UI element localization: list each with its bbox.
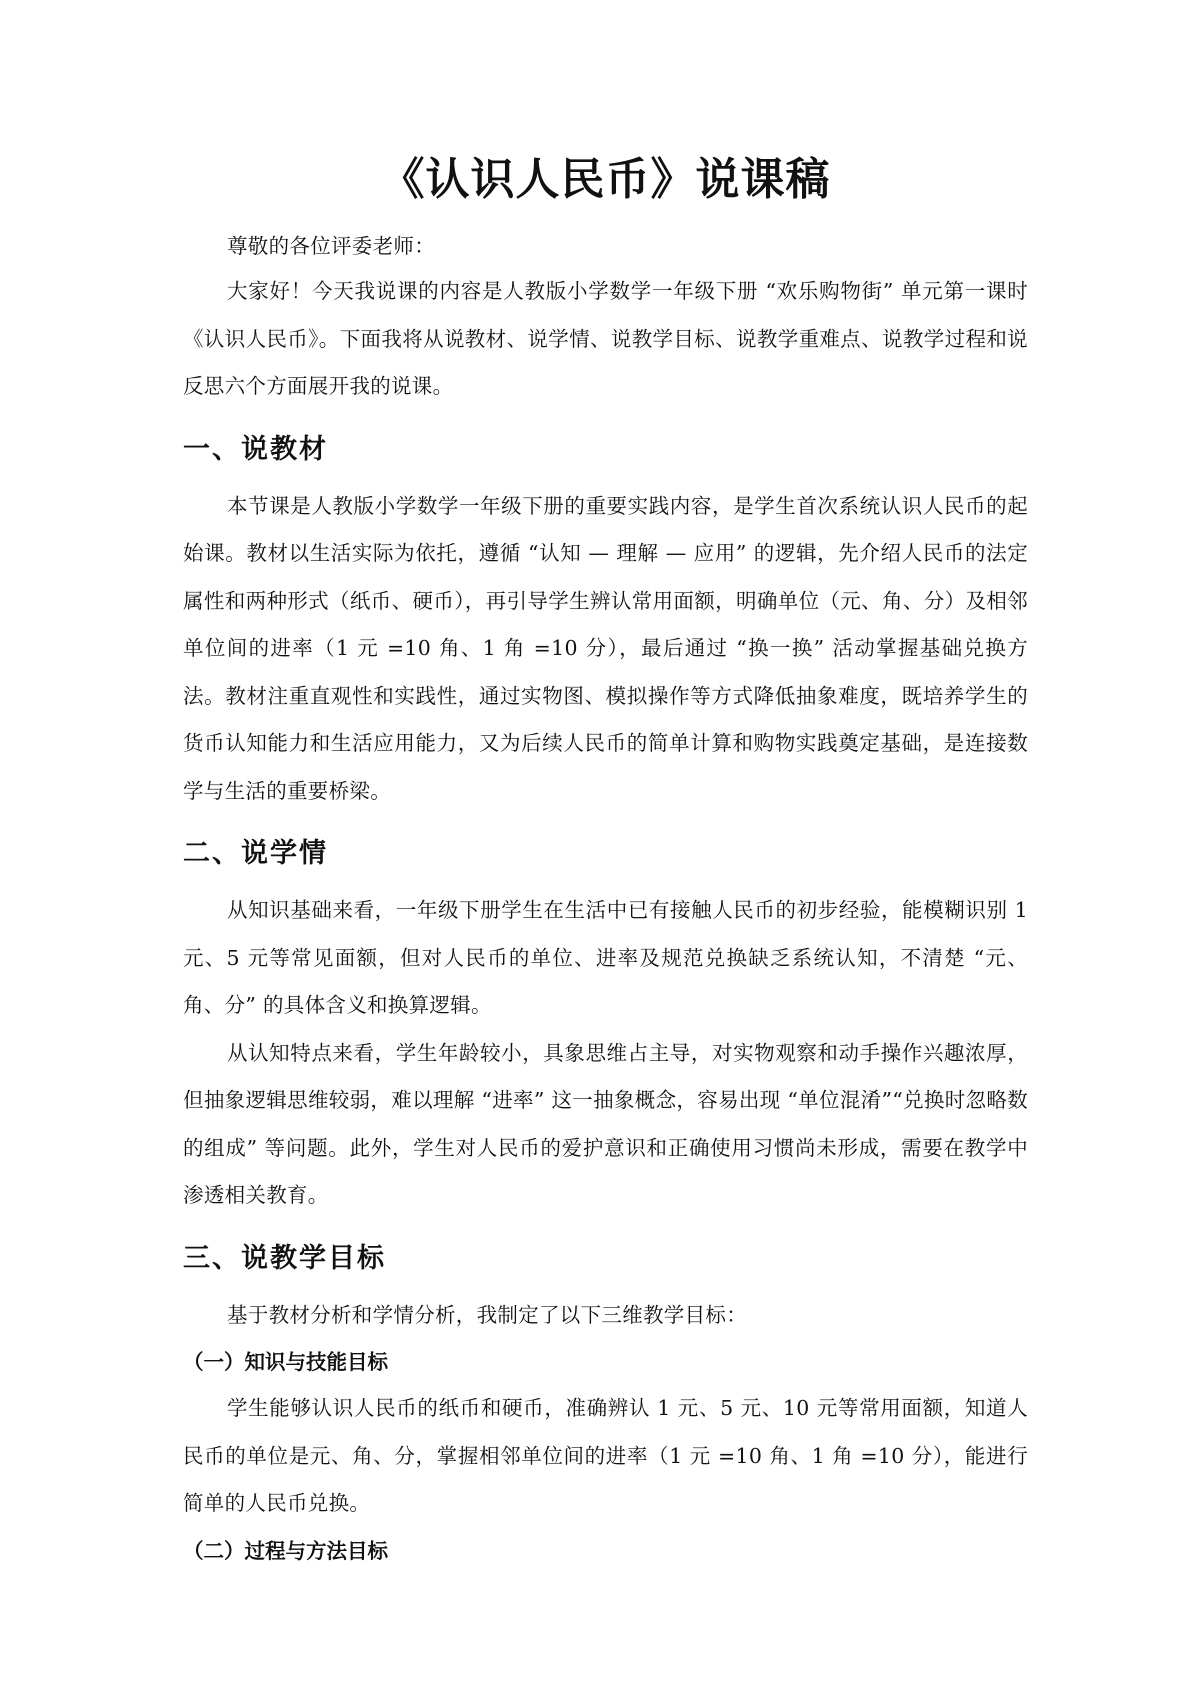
subheading-knowledge-skills: （一）知识与技能目标 xyxy=(183,1350,388,1374)
subheading-process-methods: （二）过程与方法目标 xyxy=(183,1538,388,1563)
learners-paragraph-2: 从认知特点来看，学生年龄较小，具象思维占主导，对实物观察和动手操作兴趣浓厚，但抽象逻辑思维较弱，难以理解 “进率” 这一抽象概念，容易出现 “单位混淆”“兑换时忽略数的组成” 等问题。此外，学生对人民币的爱护意识和正确使用习惯尚未形成，需要在教学中渗透相关教育。 xyxy=(183,1040,1028,1207)
objectives-intro-paragraph: 基于教材分析和学情分析，我制定了以下三维教学目标： xyxy=(227,1302,747,1327)
section-heading-learners: 二、说学情 xyxy=(183,838,328,869)
knowledge-skills-paragraph: 学生能够认识人民币的纸币和硬币，准确辨认 1 元、5 元、10 元等常用面额，知道人民币的单位是元、角、分，掌握相邻单位间的进率（1 元 =10 角、1 角 =10 分），能进行简单的人民币兑换。 xyxy=(183,1396,1028,1515)
section-heading-textbook: 一、说教材 xyxy=(183,433,328,465)
document-body xyxy=(183,140,1028,1574)
section-heading-objectives: 三、说教学目标 xyxy=(183,1242,386,1274)
learners-paragraph-1: 从知识基础来看，一年级下册学生在生活中已有接触人民币的初步经验，能模糊识别 1 元、5 元等常见面额，但对人民币的单位、进率及规范兑换缺乏系统认知，不清楚 “元、角、分” 的具体含义和换算逻辑。 xyxy=(183,898,1028,1017)
textbook-paragraph: 本节课是人教版小学数学一年级下册的重要实践内容，是学生首次系统认识人民币的起始课。教材以生活实际为依托，遵循 “认知 — 理解 — 应用” 的逻辑，先介绍人民币的法定属性和两种形式（纸币、硬币），再引导学生辨认常用面额，明确单位（元、角、分）及相邻单位间的进率（1 元 =10 角、1 角 =10 分），最后通过 “换一换” 活动掌握基础兑换方法。教材注重直观性和实践性，通过实物图、模拟操作等方式降低抽象难度，既培养学生的货币认知能力和生活应用能力，又为后续人民币的简单计算和购物实践奠定基础，是连接数学与生活的重要桥梁。 xyxy=(183,493,1028,803)
intro-paragraph: 大家好！今天我说课的内容是人教版小学数学一年级下册 “欢乐购物街” 单元第一课时《认识人民币》。下面我将从说教材、说学情、说教学目标、说教学重难点、说教学过程和说反思六个方面展开我的说课。 xyxy=(183,279,1028,398)
document-title: 《认识人民币》说课稿 xyxy=(380,154,831,205)
greeting-paragraph: 尊敬的各位评委老师： xyxy=(227,234,435,258)
